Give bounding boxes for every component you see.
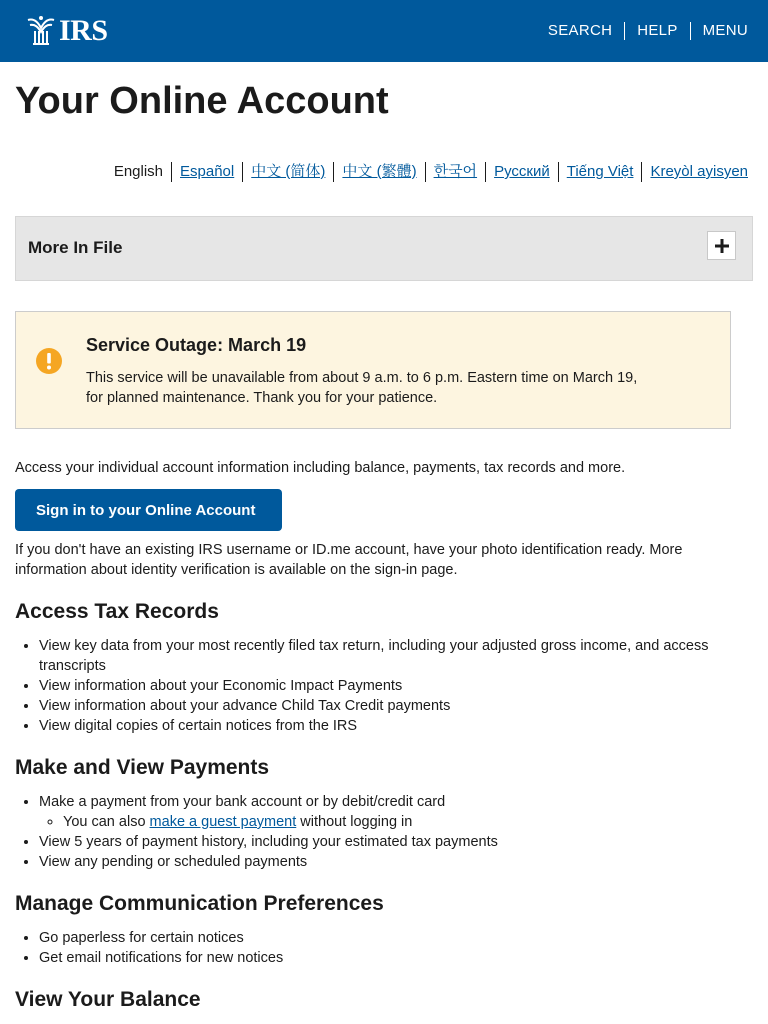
irs-logo[interactable] <box>24 14 108 48</box>
expand-button[interactable] <box>707 231 736 260</box>
logo-text: IRS <box>59 14 108 47</box>
sign-in-button[interactable]: Sign in to your Online Account <box>15 489 282 531</box>
list-item: • View any pending or scheduled payments <box>39 852 744 872</box>
list-item: • Get email notifications for new notices <box>39 948 744 968</box>
page-title: Your Online Account <box>15 80 389 122</box>
list-item: • View information about your Economic Impact Payments <box>39 676 744 696</box>
eagle-icon <box>24 14 58 48</box>
list-item: • View information about your advance Child Tax Credit payments <box>39 696 744 716</box>
language-current: English <box>113 163 164 180</box>
language-link-chinese-simplified[interactable]: 中文 (简体) <box>251 163 326 180</box>
identity-notice: If you don't have an existing IRS username or ID.me account, have your photo identification ready. More information about identity verification is available on the sign-in page. <box>15 542 683 578</box>
language-selector <box>114 162 748 182</box>
list-item-text: Make a payment from your bank account or by debit/credit card <box>39 794 446 810</box>
section-heading-balance: View Your Balance <box>15 988 201 1011</box>
section-heading-communication: Manage Communication Preferences <box>15 892 384 915</box>
site-header <box>0 0 768 62</box>
accordion-title: More In File <box>28 238 123 257</box>
language-link-spanish[interactable]: Español <box>180 163 235 180</box>
list-item: • View digital copies of certain notices from the IRS <box>39 716 744 736</box>
payments-list <box>39 792 744 872</box>
top-nav <box>536 22 748 40</box>
menu-link[interactable]: MENU <box>702 22 748 39</box>
list-item-text: without logging in <box>296 814 413 830</box>
list-item: • Go paperless for certain notices <box>39 928 744 948</box>
plus-icon <box>715 239 729 253</box>
guest-payment-link[interactable]: make a guest payment <box>149 814 297 830</box>
sub-list <box>63 812 744 832</box>
section-heading-tax-records: Access Tax Records <box>15 600 219 623</box>
list-item-text: You can also <box>63 814 150 830</box>
tax-records-list <box>39 636 744 736</box>
language-link-russian[interactable]: Русский <box>494 163 550 180</box>
language-link-vietnamese[interactable]: Tiếng Việt <box>566 163 634 180</box>
section-heading-payments: Make and View Payments <box>15 756 270 779</box>
list-item: • View 5 years of payment history, including your estimated tax payments <box>39 832 744 852</box>
service-outage-alert <box>15 311 731 429</box>
alert-message: This service will be unavailable from about 9 a.m. to 6 p.m. Eastern time on March 19, for planned maintenance. Thank you for your patience. <box>86 370 638 406</box>
alert-title: Service Outage: March 19 <box>86 335 307 355</box>
communication-list <box>39 928 744 968</box>
language-link-korean[interactable]: 한국어 <box>433 163 478 180</box>
list-item <box>39 792 744 832</box>
list-item <box>63 812 744 832</box>
language-link-haitian-creole[interactable]: Kreyòl ayisyen <box>650 163 748 180</box>
more-in-file-accordion[interactable] <box>15 216 753 281</box>
help-link[interactable]: HELP <box>637 22 678 39</box>
search-link[interactable]: SEARCH <box>547 22 613 39</box>
intro-text: Access your individual account information including balance, payments, tax records and more. <box>15 460 626 476</box>
exclamation-circle-icon <box>36 348 62 374</box>
list-item: • View key data from your most recently filed tax return, including your adjusted gross income, and access transcripts <box>39 636 744 676</box>
language-link-chinese-traditional[interactable]: 中文 (繁體) <box>342 163 417 180</box>
